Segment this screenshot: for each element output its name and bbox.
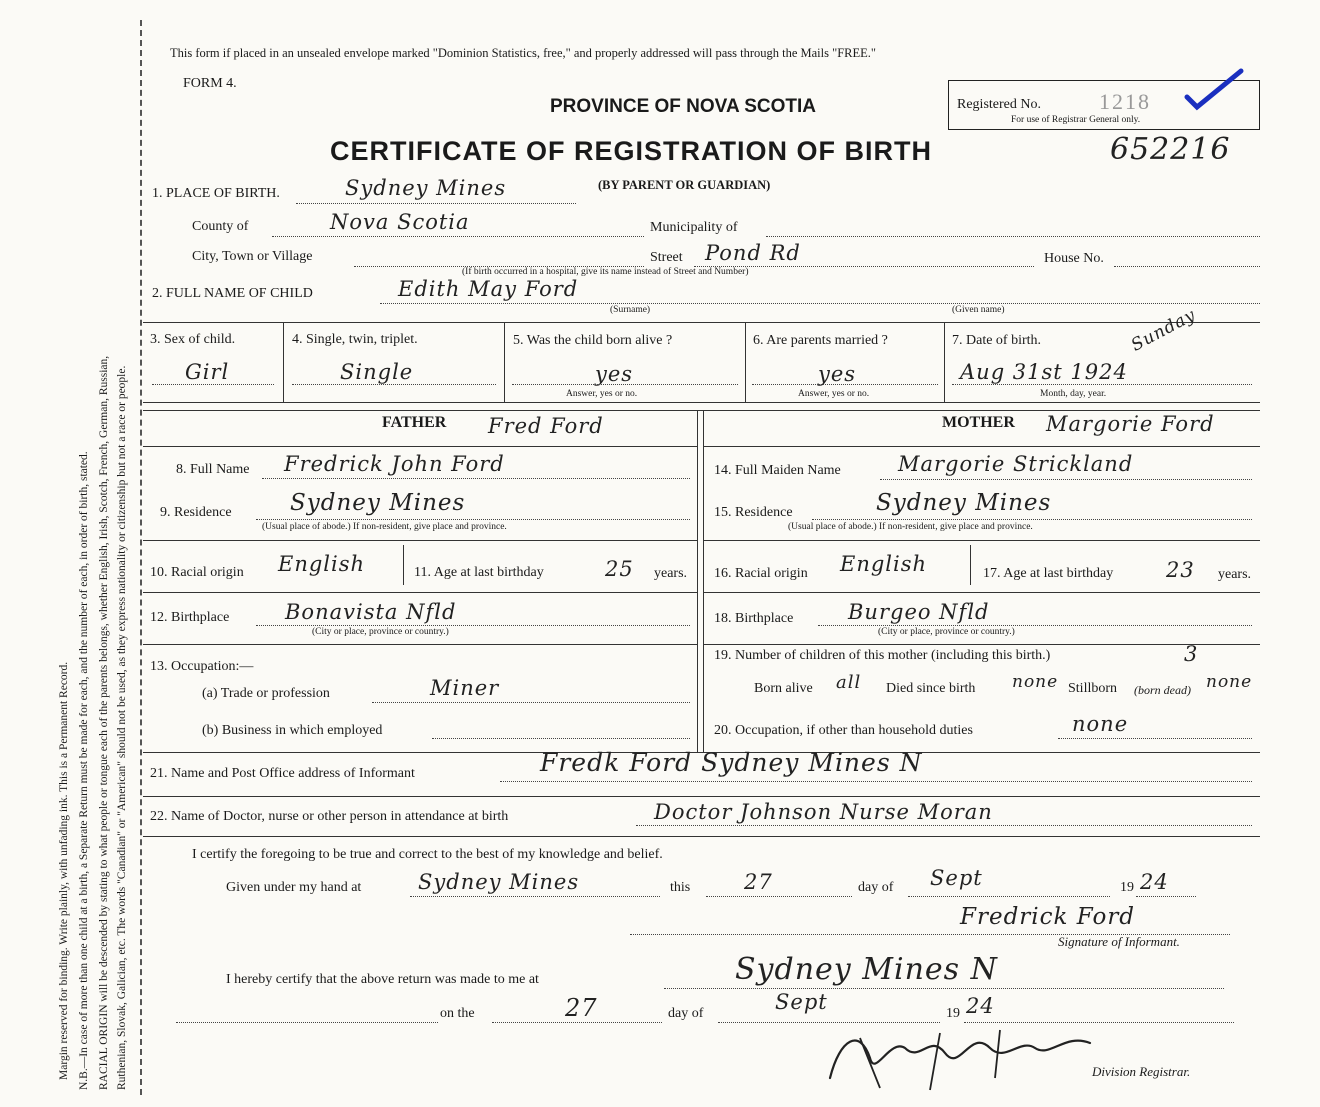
this-label: this	[670, 880, 691, 895]
trade-label: (a) Trade or profession	[202, 686, 330, 701]
born-alive-count-label: Born alive	[754, 681, 813, 696]
city-label: City, Town or Village	[192, 249, 313, 264]
day-of-week-note: Sunday	[1128, 305, 1200, 356]
father-heading-name: Fred Ford	[488, 414, 604, 438]
county-value: Nova Scotia	[330, 210, 470, 234]
sex-value: Girl	[185, 360, 230, 384]
child-name-value: Edith May Ford	[398, 277, 579, 301]
date-of-birth-label: 7. Date of birth.	[952, 333, 1042, 348]
father-racial-origin-value: English	[278, 552, 366, 576]
parents-married-value: yes	[818, 362, 857, 386]
registrar-signature	[820, 1018, 1120, 1093]
binding-margin	[0, 0, 140, 1107]
father-full-name-value: Fredrick John Ford	[284, 452, 505, 476]
business-label: (b) Business in which employed	[202, 723, 383, 738]
father-birthplace-note: (City or place, province or country.)	[312, 627, 449, 637]
margin-rule	[140, 20, 142, 1095]
stillborn-value: none	[1206, 672, 1253, 692]
sex-label: 3. Sex of child.	[150, 332, 236, 347]
informant-signature: Fredrick Ford	[960, 904, 1136, 930]
father-full-name-label: 8. Full Name	[176, 462, 250, 477]
registered-label: Registered No.	[957, 97, 1041, 112]
mother-residence-note: (Usual place of abode.) If non-resident, give place and province.	[788, 522, 1033, 532]
registrar-place-value: Sydney Mines N	[735, 952, 998, 987]
mail-notice: This form if placed in an unsealed envelope marked "Dominion Statistics, free," and properly addressed will pass through the Mails "FREE."	[170, 46, 877, 60]
date-of-birth-value: Aug 31st 1924	[960, 360, 1128, 384]
registered-box	[948, 80, 1260, 130]
street-value: Pond Rd	[705, 241, 801, 265]
margin-note-2: N.B.—In case of more than one child at a birth, a Separate Return must be made for each, and the number of each, in order of birth, stated.	[78, 451, 90, 1090]
mother-racial-origin-label: 16. Racial origin	[714, 566, 808, 581]
mother-occupation-label: 20. Occupation, if other than household duties	[714, 723, 973, 738]
born-alive-note: Answer, yes or no.	[566, 389, 638, 399]
given-under-hand-label: Given under my hand at	[226, 880, 362, 895]
father-residence-label: 9. Residence	[160, 505, 232, 520]
mother-heading-name: Margorie Ford	[1046, 412, 1215, 436]
mother-occupation-value: none	[1072, 712, 1129, 736]
mother-age-value: 23	[1166, 558, 1195, 582]
informant-label: 21. Name and Post Office address of Informant	[150, 766, 415, 781]
place-of-birth-value: Sydney Mines	[345, 176, 507, 200]
mother-birthplace-note: (City or place, province or country.)	[878, 627, 1015, 637]
street-label: Street	[650, 250, 683, 265]
division-registrar-label: Division Registrar.	[1092, 1064, 1191, 1079]
father-age-value: 25	[605, 557, 634, 581]
province-title: PROVINCE OF NOVA SCOTIA	[550, 96, 817, 117]
single-twin-label: 4. Single, twin, triplet.	[292, 332, 418, 347]
registrar-year-prefix: 19	[946, 1006, 960, 1021]
mother-residence-value: Sydney Mines	[876, 490, 1052, 516]
margin-note-4: Ruthenian, Slovak, Galician, etc. The words "Canadian" or "American" should not be used, as they express nationality or citizenship but not a race or people.	[116, 365, 128, 1090]
day-of-label: day of	[858, 880, 894, 895]
registrar-note: For use of Registrar General only.	[1011, 115, 1141, 125]
father-residence-value: Sydney Mines	[290, 490, 466, 516]
mother-racial-origin-value: English	[840, 552, 928, 576]
mother-residence-label: 15. Residence	[714, 505, 793, 520]
hospital-note: (If birth occurred in a hospital, give its name instead of Street and Number)	[462, 267, 749, 277]
father-residence-note: (Usual place of abode.) If non-resident, give place and province.	[262, 522, 507, 532]
doctor-value: Doctor Johnson Nurse Moran	[654, 800, 993, 824]
given-year-value: 24	[1140, 870, 1169, 894]
county-label: County of	[192, 219, 249, 234]
house-number-label: House No.	[1044, 251, 1104, 266]
given-name-note: (Given name)	[952, 305, 1005, 315]
father-years-label: years.	[654, 566, 688, 581]
municipality-label: Municipality of	[650, 220, 738, 235]
father-birthplace-value: Bonavista Nfld	[285, 600, 457, 624]
certify-statement: I certify the foregoing to be true and correct to the best of my knowledge and belief.	[192, 847, 663, 862]
date-of-birth-note: Month, day, year.	[1040, 389, 1107, 399]
certificate-title: CERTIFICATE OF REGISTRATION OF BIRTH	[330, 136, 932, 166]
father-occupation-label: 13. Occupation:—	[150, 659, 254, 674]
mother-age-label: 17. Age at last birthday	[983, 566, 1114, 581]
mother-years-label: years.	[1218, 567, 1252, 582]
registrar-year-value: 24	[966, 994, 995, 1018]
informant-value: Fredk Ford Sydney Mines N	[540, 748, 923, 777]
registrar-statement: I hereby certify that the above return was made to me at	[226, 972, 539, 987]
children-count-value: 3	[1184, 642, 1199, 666]
father-racial-origin-label: 10. Racial origin	[150, 565, 244, 580]
died-since-birth-label: Died since birth	[886, 681, 976, 696]
born-alive-label: 5. Was the child born alive ?	[513, 333, 673, 348]
born-alive-value: yes	[595, 362, 634, 386]
stillborn-label: Stillborn	[1068, 681, 1118, 696]
given-year-prefix: 19	[1120, 880, 1134, 895]
on-the-label: on the	[440, 1006, 475, 1021]
children-count-label: 19. Number of children of this mother (including this birth.)	[714, 648, 1051, 663]
given-day-value: 27	[744, 870, 773, 894]
check-mark-icon	[1179, 67, 1249, 117]
mother-heading: MOTHER	[942, 414, 1015, 431]
mother-birthplace-value: Burgeo Nfld	[848, 600, 990, 624]
stillborn-note: (born dead)	[1134, 683, 1191, 697]
margin-note-1: Margin reserved for binding. Write plainly, with unfading ink. This is a Permanent Record.	[58, 661, 70, 1080]
mother-maiden-name-value: Margorie Strickland	[898, 452, 1134, 476]
by-parent-note: (BY PARENT OR GUARDIAN)	[598, 178, 771, 192]
registrar-day-of-label: day of	[668, 1006, 704, 1021]
margin-note-3: RACIAL ORIGIN will be descended by stating to what people or tongue each of the parents belongs, whether English, Irish, Scotch, French, German, Russian,	[98, 355, 110, 1090]
surname-note: (Surname)	[610, 305, 651, 315]
given-place-value: Sydney Mines	[418, 870, 580, 894]
father-heading: FATHER	[382, 414, 447, 431]
born-alive-count-value: all	[836, 672, 862, 693]
form-number: FORM 4.	[183, 76, 237, 91]
father-age-label: 11. Age at last birthday	[414, 565, 544, 580]
place-of-birth-label: 1. PLACE OF BIRTH.	[152, 186, 280, 201]
mother-birthplace-label: 18. Birthplace	[714, 611, 794, 626]
parents-married-label: 6. Are parents married ?	[753, 333, 888, 348]
child-name-label: 2. FULL NAME OF CHILD	[152, 286, 313, 301]
mother-maiden-name-label: 14. Full Maiden Name	[714, 463, 841, 478]
died-since-birth-value: none	[1012, 672, 1059, 692]
given-month-value: Sept	[930, 866, 983, 890]
parents-married-note: Answer, yes or no.	[798, 389, 870, 399]
trade-value: Miner	[430, 676, 500, 700]
registered-number: 1218	[1099, 89, 1151, 114]
registrar-month-value: Sept	[775, 990, 828, 1014]
registrar-day-value: 27	[565, 994, 598, 1022]
father-birthplace-label: 12. Birthplace	[150, 610, 230, 625]
signature-of-informant-label: Signature of Informant.	[1058, 934, 1180, 949]
doctor-label: 22. Name of Doctor, nurse or other person in attendance at birth	[150, 809, 509, 824]
single-twin-value: Single	[340, 360, 414, 384]
registration-number-handwritten: 652216	[1110, 132, 1231, 167]
